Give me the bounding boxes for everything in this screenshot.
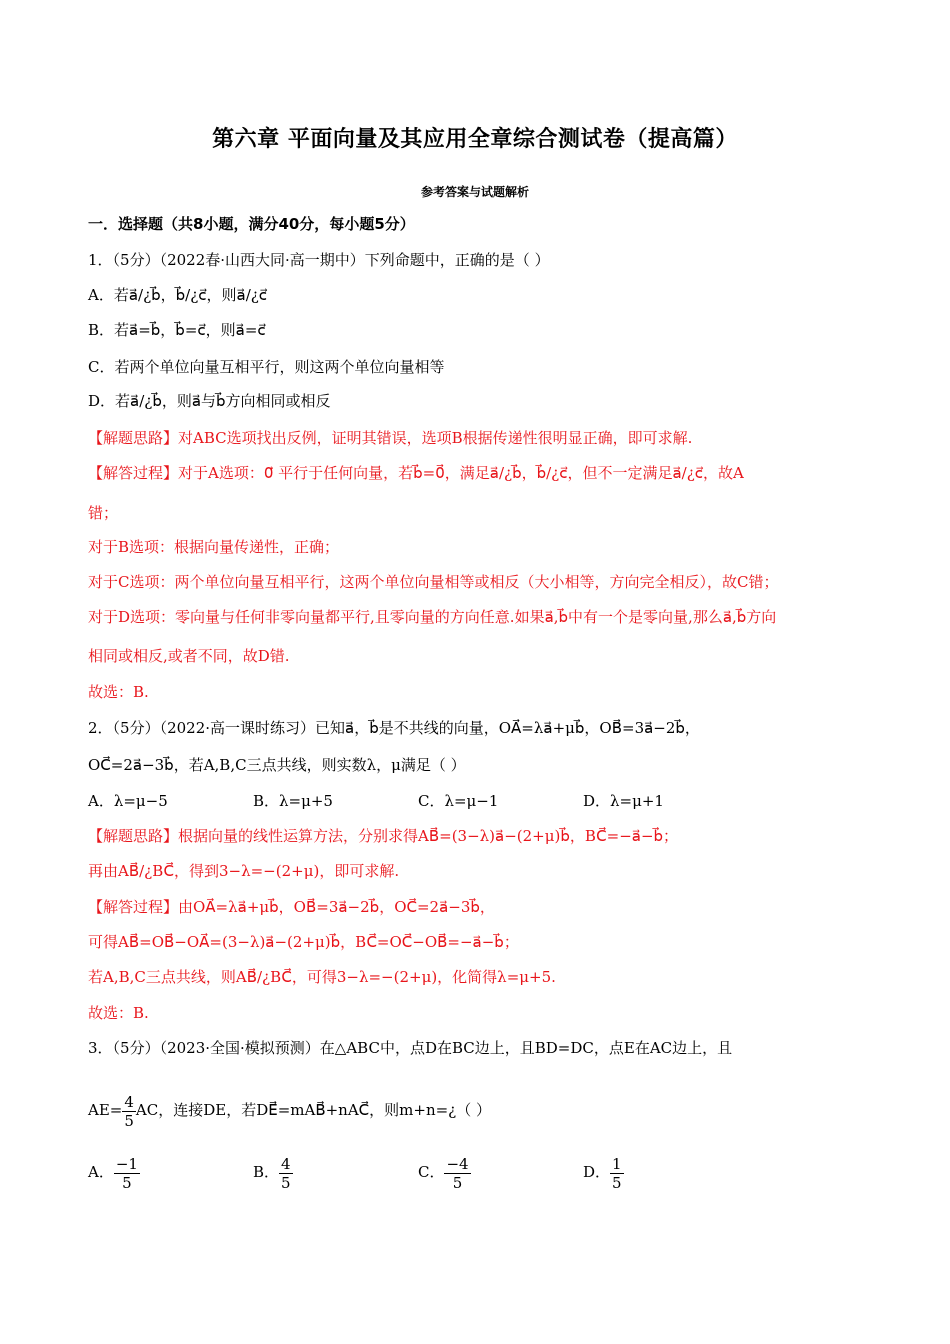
q1-solution-process: 错； <box>88 504 119 522</box>
q1-solution-process: 相同或相反,或者不同，故D错. <box>88 647 290 665</box>
q1-solution-process: 对于D选项：零向量与任何非零向量都平行,且零向量的方向任意.如果a⃗,b⃗中有一个是零向量,那么a⃗,b⃗方向 <box>88 608 777 626</box>
page-title: 第六章 平面向量及其应用全章综合测试卷（提高篇） <box>212 127 738 152</box>
q2-solution-idea: 再由AB⃗/¿BC⃗，得到3−λ=−(2+μ)，即可求解. <box>88 862 400 880</box>
numerator: 4 <box>281 1154 291 1173</box>
option-fraction <box>114 1155 140 1192</box>
q2-option-c: C．λ=μ−1 <box>418 792 499 810</box>
q1-solution-process: 对于C选项：两个单位向量互相平行，这两个单位向量相等或相反（大小相等，方向完全相反），故C错； <box>88 573 779 591</box>
q3-option-a <box>88 1152 140 1192</box>
q1-option-b: B．若a⃗=b⃗，b⃗=c⃗，则a⃗=c⃗ <box>88 321 266 339</box>
q1-option-a: A．若a⃗/¿b⃗，b⃗/¿c⃗，则a⃗/¿c⃗ <box>88 286 268 304</box>
option-label: B． <box>253 1163 280 1181</box>
numerator: −4 <box>446 1154 469 1173</box>
q3-option-b <box>253 1152 293 1192</box>
q2-option-b: B．λ=μ+5 <box>253 792 333 810</box>
q2-solution-process: 若A,B,C三点共线，则AB⃗/¿BC⃗，可得3−λ=−(2+μ)，化简得λ=μ+5. <box>88 968 556 986</box>
numerator: 4 <box>124 1092 134 1111</box>
q2-solution-process: 可得AB⃗=OB⃗−OA⃗=(3−λ)a⃗−(2+μ)b⃗，BC⃗=OC⃗−OB⃗=−a⃗−b⃗； <box>88 933 519 951</box>
q2-option-a: A．λ=μ−5 <box>88 792 168 810</box>
q2-stem: 2．（5分）（2022·高一课时练习）已知a⃗，b⃗是不共线的向量，OA⃗=λa⃗+μb⃗，OB⃗=3a⃗−2b⃗， <box>88 719 700 737</box>
option-label: C． <box>418 1163 445 1181</box>
page-subtitle: 参考答案与试题解析 <box>420 185 529 199</box>
denominator: 5 <box>122 1173 132 1192</box>
denominator: 5 <box>612 1173 622 1192</box>
q1-solution-idea: 【解题思路】对ABC选项找出反例，证明其错误，选项B根据传递性很明显正确，即可求解. <box>88 429 693 447</box>
q1-stem: 1．（5分）（2022春·山西大同·高一期中）下列命题中，正确的是（ ） <box>88 251 550 269</box>
q3-option-c <box>418 1152 471 1192</box>
q1-solution-process: 对于B选项：根据向量传递性，正确； <box>88 538 340 556</box>
q1-option-c: C．若两个单位向量互相平行，则这两个单位向量相等 <box>88 358 445 376</box>
denominator: 5 <box>124 1111 134 1130</box>
denominator: 5 <box>281 1173 291 1192</box>
q3-stem <box>88 1090 491 1130</box>
option-fraction <box>444 1155 470 1192</box>
q2-answer: 故选：B. <box>88 1004 149 1022</box>
numerator: −1 <box>115 1154 138 1173</box>
section-heading: 一．选择题（共8小题，满分40分，每小题5分） <box>88 215 415 233</box>
q3-fraction <box>122 1093 136 1130</box>
q3-stem: 3．（5分）（2023·全国·模拟预测）在△ABC中，点D在BC边上，且BD=DC，点E在AC边上，且 <box>88 1039 733 1057</box>
q3-stem-text: AE= <box>88 1101 123 1119</box>
q1-solution-process: 【解答过程】对于A选项：0⃗ 平行于任何向量，若b⃗=0⃗，满足a⃗/¿b⃗，b⃗/¿c⃗，但不一定满足a⃗/¿c⃗，故A <box>88 464 744 482</box>
q2-solution-process: 【解答过程】由OA⃗=λa⃗+μb⃗，OB⃗=3a⃗−2b⃗，OC⃗=2a⃗−3b⃗， <box>88 898 495 916</box>
q3-stem-text: AC，连接DE，若DE⃗=mAB⃗+nAC⃗，则m+n=¿（ ） <box>135 1101 491 1119</box>
q1-option-d: D．若a⃗/¿b⃗，则a⃗与b⃗方向相同或相反 <box>88 392 331 410</box>
numerator: 1 <box>612 1154 622 1173</box>
q3-option-d <box>583 1152 624 1192</box>
q1-answer: 故选：B. <box>88 683 149 701</box>
option-label: D． <box>583 1163 611 1181</box>
option-fraction <box>279 1155 293 1192</box>
option-fraction <box>610 1155 624 1192</box>
denominator: 5 <box>452 1173 463 1192</box>
q2-stem: OC⃗=2a⃗−3b⃗，若A,B,C三点共线，则实数λ，μ满足（ ） <box>88 756 466 774</box>
option-label: A． <box>88 1163 114 1181</box>
q2-option-d: D．λ=μ+1 <box>583 792 664 810</box>
q2-solution-idea: 【解题思路】根据向量的线性运算方法，分别求得AB⃗=(3−λ)a⃗−(2+μ)b⃗，BC⃗=−a⃗−b⃗； <box>88 827 679 845</box>
